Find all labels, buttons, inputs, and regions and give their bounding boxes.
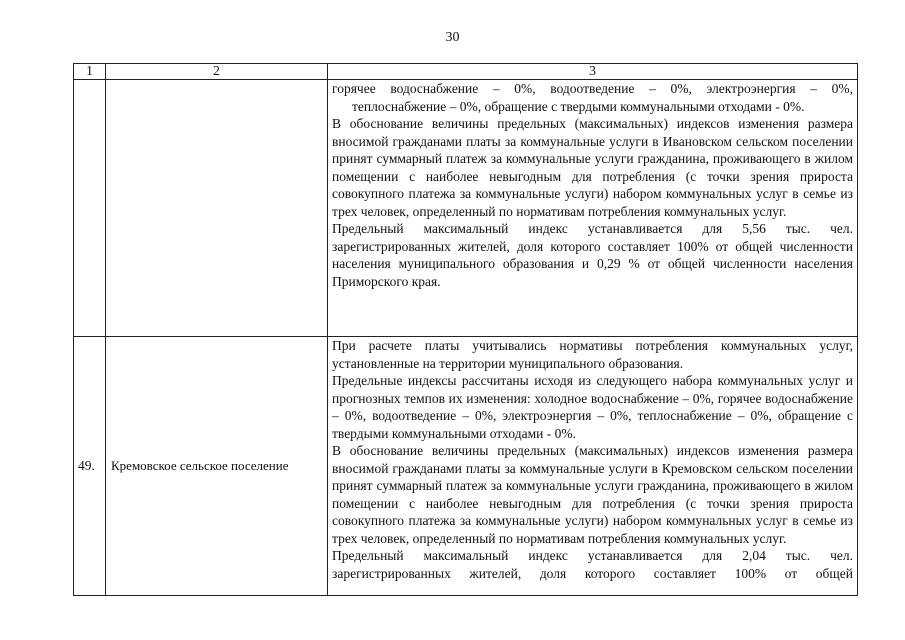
text-paragraph: Предельные индексы рассчитаны исходя из следующего набора коммунальных услуг и прогнозных темпов их изменения: холодное водоснабжение – 0%, горячее водоснабжение – 0%, водоотведение – 0%, электроэнергия – 0%, теплоснабжение – 0%, обращение с твердыми коммунальными отходами - 0%.	[332, 373, 853, 441]
text-paragraph: При расчете платы учитывались нормативы потребления коммунальных услуг, установленные на территории муниципального образования.	[332, 338, 853, 371]
table-row-49	[74, 337, 858, 596]
settlement-name: Кремовское сельское поселение	[106, 337, 328, 596]
text-paragraph: Предельный максимальный индекс устанавливается для 2,04 тыс. чел. зарегистрированных жителей, доля которого составляет 100% от общей	[332, 548, 853, 581]
row-number-cell	[74, 80, 106, 337]
table-header-row	[74, 64, 858, 80]
header-col-3: 3	[328, 64, 858, 80]
text-paragraph: В обоснование величины предельных (максимальных) индексов изменения размера вносимой гражданами платы за коммунальные услуги в Ивановском сельском поселении принят суммарный платеж за коммунальные услуги гражданина, проживающего в жилом помещении с наиболее невыгодным для потребления (с точки зрения прироста совокупного платежа за коммунальные услуги) набором коммунальных услуг в семье из трех человек, определенный по нормативам потребления коммунальных услуг.	[332, 116, 853, 219]
text-paragraph: Предельный максимальный индекс устанавливается для 5,56 тыс. чел. зарегистрированных жителей, доля которого составляет 100% от общей численности населения муниципального образования и 0,29 % от общей численности населения Приморского края.	[332, 221, 853, 289]
header-col-1: 1	[74, 64, 106, 80]
row-text-cell	[328, 337, 858, 596]
document-table	[73, 63, 858, 596]
row-number: 49.	[74, 337, 106, 596]
text-line: горячее водоснабжение – 0%, водоотведение – 0%, электроэнергия – 0%,	[332, 81, 853, 96]
page-number: 30	[445, 30, 460, 45]
row-name-cell	[106, 80, 328, 337]
table-row-continued	[74, 80, 858, 337]
text-line: теплоснабжение – 0%, обращение с твердыми коммунальными отходами - 0%.	[352, 98, 805, 114]
row-text-cell	[328, 80, 858, 337]
header-col-2: 2	[106, 64, 328, 80]
text-paragraph: В обоснование величины предельных (максимальных) индексов изменения размера вносимой гражданами платы за коммунальные услуги в Кремовском сельском поселении принят суммарный платеж за коммунальные услуги гражданина, проживающего в жилом помещении с наиболее невыгодным для потребления (с точки зрения прироста совокупного платежа за коммунальные услуги) набором коммунальных услуг в семье из трех человек, определенный по нормативам потребления коммунальных услуг.	[332, 443, 853, 546]
